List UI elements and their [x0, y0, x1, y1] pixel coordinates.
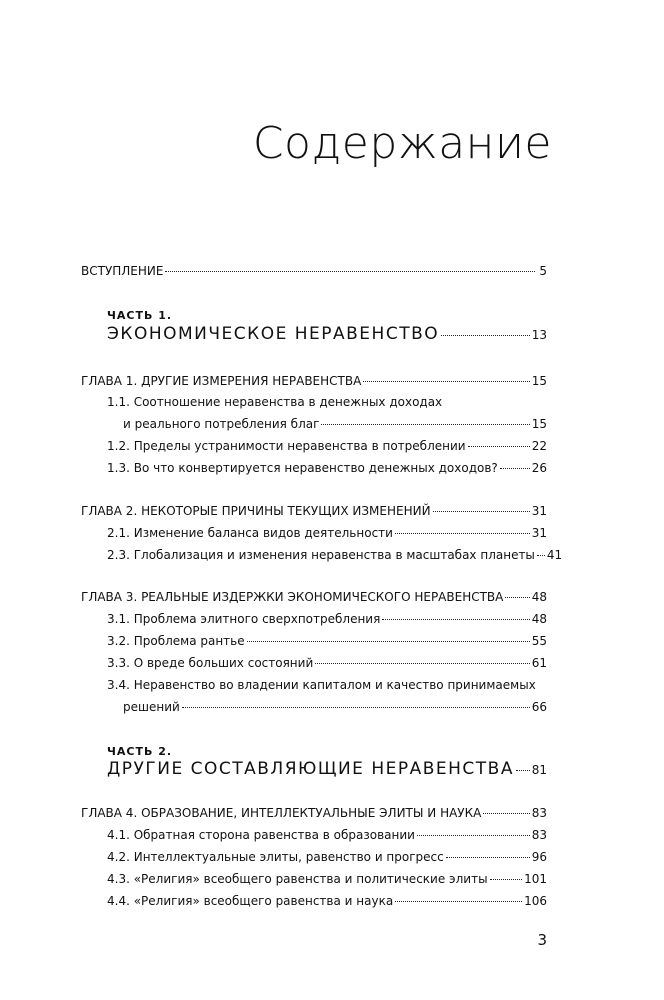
toc-entry-title: ВСТУПЛЕНИЕ	[81, 264, 164, 278]
toc-section-3-1[interactable]	[107, 611, 547, 627]
dot-leader	[441, 335, 530, 336]
toc-section-1-2[interactable]	[107, 438, 547, 454]
part-label: ЧАСТЬ 2.	[107, 745, 173, 758]
dot-leader	[315, 663, 529, 664]
toc-chapter-2[interactable]	[81, 503, 547, 519]
toc-section-3-3[interactable]	[107, 655, 547, 671]
toc-entry-title: 3.2. Проблема рантье	[107, 634, 245, 648]
toc-entry-title: решений	[123, 700, 180, 714]
toc-page-number: 83	[531, 806, 547, 820]
toc-entry-title: 3.3. О вреде больших состояний	[107, 656, 314, 670]
page-number: 3	[537, 931, 547, 949]
toc-part-2[interactable]	[107, 759, 547, 779]
toc-page-number: 15	[531, 374, 547, 388]
toc-entry-title: и реального потребления благ	[123, 417, 320, 431]
toc-page-number: 5	[539, 264, 547, 278]
page-title: Содержание	[252, 118, 552, 169]
toc-page-number: 31	[531, 504, 547, 518]
toc-entry-title: 2.3. Глобализация и изменения неравенства в масштабах планеты	[107, 548, 535, 562]
dot-leader	[382, 619, 529, 620]
toc-chapter-4[interactable]	[81, 805, 547, 821]
toc-entry-title: ГЛАВА 3. РЕАЛЬНЫЕ ИЗДЕРЖКИ ЭКОНОМИЧЕСКОГО НЕРАВЕНСТВА	[81, 590, 504, 604]
toc-page-number: 96	[531, 850, 547, 864]
toc-entry-title: 4.3. «Религия» всеобщего равенства и политические элиты	[107, 872, 488, 886]
dot-leader	[363, 381, 529, 382]
toc-section-1-1-line1[interactable]: 1.1. Соотношение неравенства в денежных доходах	[107, 395, 443, 409]
toc-page-number: 55	[531, 634, 547, 648]
toc-entry-title: 4.4. «Религия» всеобщего равенства и наука	[107, 894, 394, 908]
toc-entry-title: 1.2. Пределы устранимости неравенства в потреблении	[107, 439, 466, 453]
dot-leader	[165, 271, 535, 272]
dot-leader	[505, 597, 529, 598]
dot-leader	[500, 468, 530, 469]
toc-section-3-4-line1[interactable]: 3.4. Неравенство во владении капиталом и качество принимаемых	[107, 678, 536, 692]
toc-page-number: 48	[531, 612, 547, 626]
part-label: ЧАСТЬ 1.	[107, 309, 173, 322]
toc-entry-title: 4.1. Обратная сторона равенства в образовании	[107, 828, 415, 842]
toc-page-number: 66	[531, 700, 547, 714]
dot-leader	[321, 424, 529, 425]
toc-section-3-4[interactable]	[123, 699, 547, 715]
toc-page-number: 22	[531, 439, 547, 453]
dot-leader	[446, 857, 530, 858]
toc-page-number: 106	[524, 894, 547, 908]
dot-leader	[490, 879, 523, 880]
toc-entry-title: 3.1. Проблема элитного сверхпотребления	[107, 612, 381, 626]
part-title: ЭКОНОМИЧЕСКОЕ НЕРАВЕНСТВО	[107, 324, 440, 344]
toc-section-4-1[interactable]	[107, 827, 547, 843]
toc-entry-title: 1.3. Во что конвертируется неравенство денежных доходов?	[107, 461, 498, 475]
dot-leader	[182, 707, 530, 708]
toc-section-2-1[interactable]	[107, 525, 547, 541]
toc-chapter-3[interactable]	[81, 589, 547, 605]
toc-entry-title: ГЛАВА 2. НЕКОТОРЫЕ ПРИЧИНЫ ТЕКУЩИХ ИЗМЕНЕНИЙ	[81, 504, 431, 518]
toc-section-1-1[interactable]	[123, 416, 547, 432]
dot-leader	[537, 555, 545, 556]
toc-page-number: 48	[531, 590, 547, 604]
toc-entry-title: 4.2. Интеллектуальные элиты, равенство и прогресс	[107, 850, 444, 864]
dot-leader	[516, 770, 530, 771]
toc-page-number: 31	[531, 526, 547, 540]
toc-section-3-2[interactable]	[107, 633, 547, 649]
toc-entry-title: ГЛАВА 1. ДРУГИЕ ИЗМЕРЕНИЯ НЕРАВЕНСТВА	[81, 374, 362, 388]
toc-page-number: 41	[546, 548, 563, 562]
toc-page-number: 101	[524, 872, 547, 886]
toc-entry-title: 2.1. Изменение баланса видов деятельности	[107, 526, 393, 540]
toc-section-4-4[interactable]	[107, 893, 547, 909]
toc-entry-title: ГЛАВА 4. ОБРАЗОВАНИЕ, ИНТЕЛЛЕКТУАЛЬНЫЕ ЭЛИТЫ И НАУКА	[81, 806, 482, 820]
toc-page-number: 13	[531, 328, 547, 342]
dot-leader	[247, 641, 530, 642]
toc-section-1-3[interactable]	[107, 460, 547, 476]
toc-intro[interactable]	[81, 263, 547, 279]
toc-section-2-3[interactable]	[107, 547, 563, 563]
toc-page-number: 15	[531, 417, 547, 431]
toc-section-4-3[interactable]	[107, 871, 547, 887]
part-title: ДРУГИЕ СОСТАВЛЯЮЩИЕ НЕРАВЕНСТВА	[107, 759, 514, 779]
toc-section-4-2[interactable]	[107, 849, 547, 865]
toc-page-number: 61	[531, 656, 547, 670]
toc-page-number: 83	[531, 828, 547, 842]
dot-leader	[395, 533, 530, 534]
dot-leader	[395, 901, 522, 902]
dot-leader	[417, 835, 530, 836]
dot-leader	[483, 813, 529, 814]
toc-chapter-1[interactable]	[81, 373, 547, 389]
toc-part-1[interactable]	[107, 324, 547, 344]
dot-leader	[433, 511, 530, 512]
toc-page-number: 26	[531, 461, 547, 475]
dot-leader	[468, 446, 530, 447]
toc-page-number: 81	[531, 763, 547, 777]
